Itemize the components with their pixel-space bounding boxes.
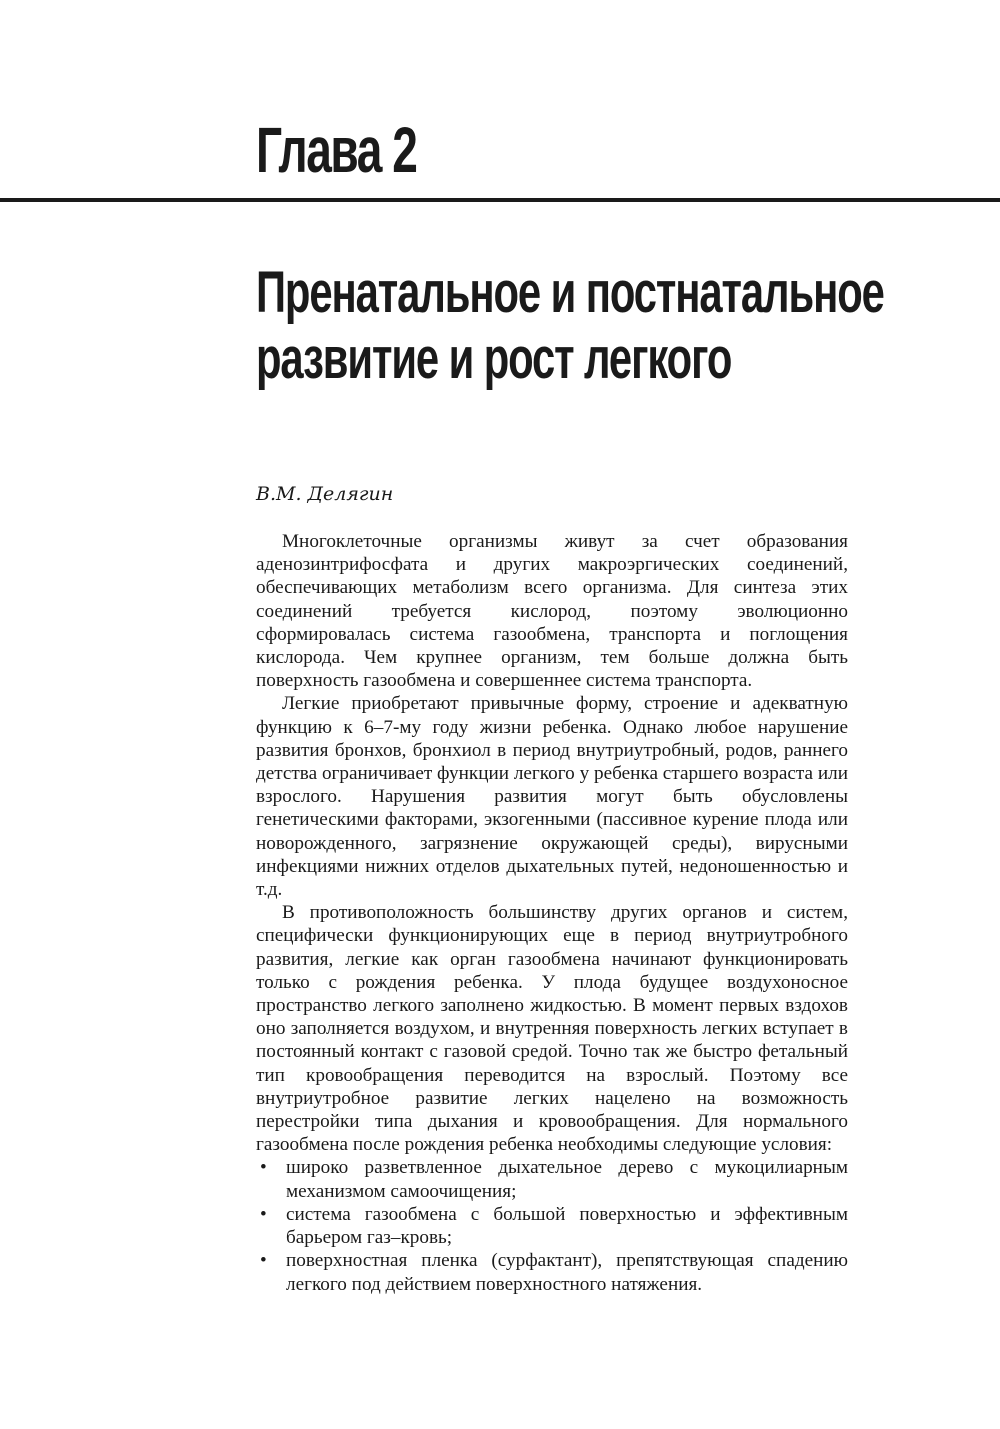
chapter-title [256, 260, 884, 392]
chapter-label: Глава 2 [256, 114, 417, 186]
chapter-title-line: Пренатальное и постнатальное [256, 260, 884, 325]
body-paragraph: В противоположность большинству других органов и систем, специфически функционирующих еще в период внутриутробного развития, легкие как орган газообмена начинают функционировать только с рождения ребенка. У плода будущее воздухоносное пространство легкого заполнено жидкостью. В момент первых вздохов оно заполняется воздухом, и внутренняя поверхность легких вступает в постоянный контакт с газовой средой. Точно так же быстро фетальный тип кровообращения переводится на взрослый. Поэтому все внутриутробное развитие легких нацелено на возможность перестройки типа дыхания и кровообращения. Для нормального газообмена после рождения ребенка необходимы следующие условия: [256, 902, 848, 1156]
chapter-divider [0, 198, 1000, 202]
list-item: • поверхностная пленка (сурфактант), препятствующая спадению легкого под действием поверхностного натяжения. [286, 1249, 848, 1295]
chapter-title-line: развитие и рост легкого [256, 326, 732, 391]
list-item: • система газообмена с большой поверхностью и эффективным барьером газ–кровь; [286, 1203, 848, 1249]
chapter-body [256, 530, 848, 1296]
conditions-list [256, 1156, 848, 1295]
body-paragraph: Многоклеточные организмы живут за счет образования аденозинтрифосфата и других макроэргических соединений, обеспечивающих метаболизм всего организма. Для синтеза этих соединений требуется кислород, поэтому эволюционно сформировалась система газообмена, транспорта и поглощения кислорода. Чем крупнее организм, тем больше должна быть поверхность газообмена и совершеннее система транспорта. [256, 531, 848, 692]
author-name: В.М. Делягин [256, 483, 394, 505]
list-item: • широко разветвленное дыхательное дерево с мукоцилиарным механизмом самоочищения; [286, 1156, 848, 1202]
body-paragraph: Легкие приобретают привычные форму, строение и адекватную функцию к 6–7-му году жизни ребенка. Однако любое нарушение развития бронхов, бронхиол в период внутриутробный, родов, раннего детства ограничивает функции легкого у ребенка старшего возраста или взрослого. Нарушения развития могут быть обусловлены генетическими факторами, экзогенными (пассивное курение плода или новорожденного, загрязнение окружающей среды), вирусными инфекциями нижних отделов дыхательных путей, недоношенностью и т.д. [256, 693, 848, 901]
